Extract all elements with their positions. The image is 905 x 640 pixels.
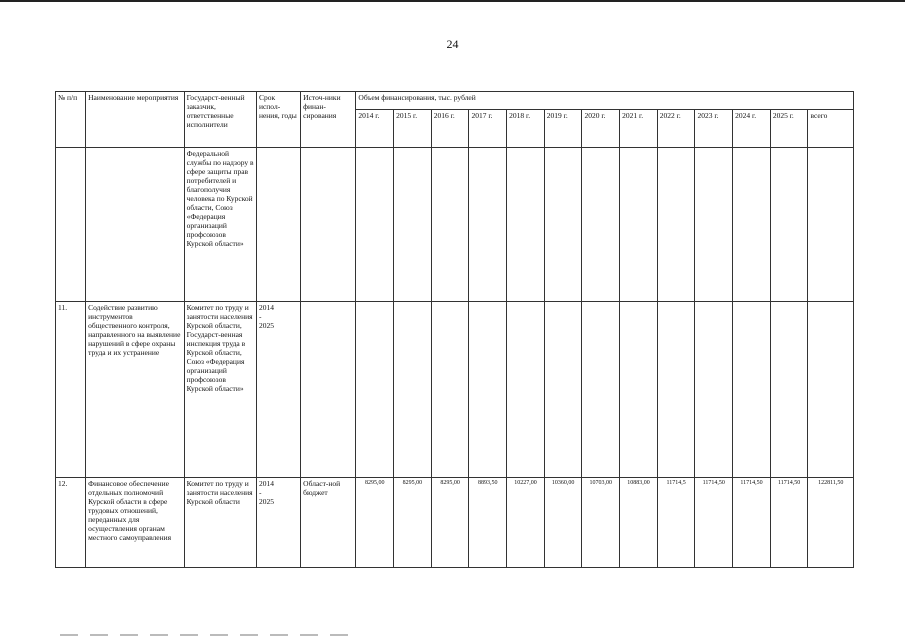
- row-value: [544, 148, 582, 302]
- row-term: [256, 302, 300, 478]
- header-year: 2025 г.: [770, 110, 808, 148]
- header-num: № п/п: [56, 92, 86, 148]
- header-funding: Объем финансирования, тыс. рублей: [356, 92, 854, 110]
- header-year: 2017 г.: [469, 110, 507, 148]
- row-total: [808, 148, 854, 302]
- row-value: 11714,50: [695, 478, 733, 568]
- row-value: [507, 148, 545, 302]
- row-value: [356, 148, 394, 302]
- row-value: [657, 302, 695, 478]
- header-year: 2020 г.: [582, 110, 620, 148]
- term-end: 2025: [258, 321, 274, 330]
- header-year: 2019 г.: [544, 110, 582, 148]
- row-value: [770, 302, 808, 478]
- funding-table: [55, 91, 854, 568]
- row-name: [86, 148, 184, 302]
- header-customer: Государст-венный заказчик, ответственные исполнители: [184, 92, 256, 148]
- term-dash: -: [258, 488, 262, 497]
- row-source: [301, 148, 356, 302]
- header-year: 2016 г.: [431, 110, 469, 148]
- row-value: 8295,00: [356, 478, 394, 568]
- term-dash: -: [258, 312, 262, 321]
- term-end: 2025: [258, 497, 274, 506]
- row-value: [356, 302, 394, 478]
- row-value: 10227,00: [507, 478, 545, 568]
- row-value: [733, 148, 771, 302]
- row-customer: Федеральной службы по надзору в сфере защиты прав потребителей и благополучия человека по Курской области, Союз «Федерация организаций профсоюзов Курской области»: [184, 148, 256, 302]
- row-value: [620, 148, 658, 302]
- row-value: [733, 302, 771, 478]
- header-year: 2014 г.: [356, 110, 394, 148]
- row-value: 11714,50: [770, 478, 808, 568]
- row-value: [544, 302, 582, 478]
- header-sources: Источ-ники финан-сирования: [301, 92, 356, 148]
- row-term: [256, 148, 300, 302]
- row-value: [431, 148, 469, 302]
- header-year: 2023 г.: [695, 110, 733, 148]
- table-row: [56, 148, 854, 302]
- header-year: 2022 г.: [657, 110, 695, 148]
- row-total: [808, 302, 854, 478]
- row-value: [469, 148, 507, 302]
- header-total: всего: [808, 110, 854, 148]
- row-value: [582, 302, 620, 478]
- row-value: 11714,50: [733, 478, 771, 568]
- header-year: 2021 г.: [620, 110, 658, 148]
- page-number: 24: [446, 37, 459, 51]
- row-value: 8893,50: [469, 478, 507, 568]
- row-customer: Комитет по труду и занятости населения Курской области: [184, 478, 256, 568]
- row-value: [695, 148, 733, 302]
- row-value: 10883,00: [620, 478, 658, 568]
- row-name: Содействие развитию инструментов общественного контроля, направленного на выявление нарушений в сфере охраны труда и их устранение: [86, 302, 184, 478]
- table-row: [56, 478, 854, 568]
- row-value: [469, 302, 507, 478]
- row-value: 8295,00: [431, 478, 469, 568]
- row-value: [770, 148, 808, 302]
- row-value: [582, 148, 620, 302]
- header-year: 2024 г.: [733, 110, 771, 148]
- term-start: 2014: [258, 479, 274, 488]
- row-value: [695, 302, 733, 478]
- term-start: 2014: [258, 303, 274, 312]
- row-value: 10360,00: [544, 478, 582, 568]
- row-value: 8295,00: [394, 478, 432, 568]
- row-value: [394, 302, 432, 478]
- row-num: [56, 148, 86, 302]
- row-value: 10703,00: [582, 478, 620, 568]
- row-source: [301, 302, 356, 478]
- row-value: [431, 302, 469, 478]
- header-year: 2018 г.: [507, 110, 545, 148]
- top-border: [0, 0, 905, 2]
- row-customer: Комитет по труду и занятости населения Курской области, Государст-венная инспекция труда в Курской области, Союз «Федерация организаций профсоюзов Курской области»: [184, 302, 256, 478]
- row-source: Област-ной бюджет: [301, 478, 356, 568]
- row-value: [507, 302, 545, 478]
- header-year: 2015 г.: [394, 110, 432, 148]
- row-total: 122811,50: [808, 478, 854, 568]
- row-name: Финансовое обеспечение отдельных полномочий Курской области в сфере трудовых отношений, переданных для осуществления органам местного самоуправления: [86, 478, 184, 568]
- row-value: [657, 148, 695, 302]
- row-num: 12.: [56, 478, 86, 568]
- row-value: [394, 148, 432, 302]
- row-num: 11.: [56, 302, 86, 478]
- scan-artifact: [60, 634, 360, 636]
- row-value: [620, 302, 658, 478]
- row-term: [256, 478, 300, 568]
- row-value: 11714,5: [657, 478, 695, 568]
- header-term: Срок испол-нения, годы: [256, 92, 300, 148]
- table-row: [56, 302, 854, 478]
- header-name: Наименование мероприятия: [86, 92, 184, 148]
